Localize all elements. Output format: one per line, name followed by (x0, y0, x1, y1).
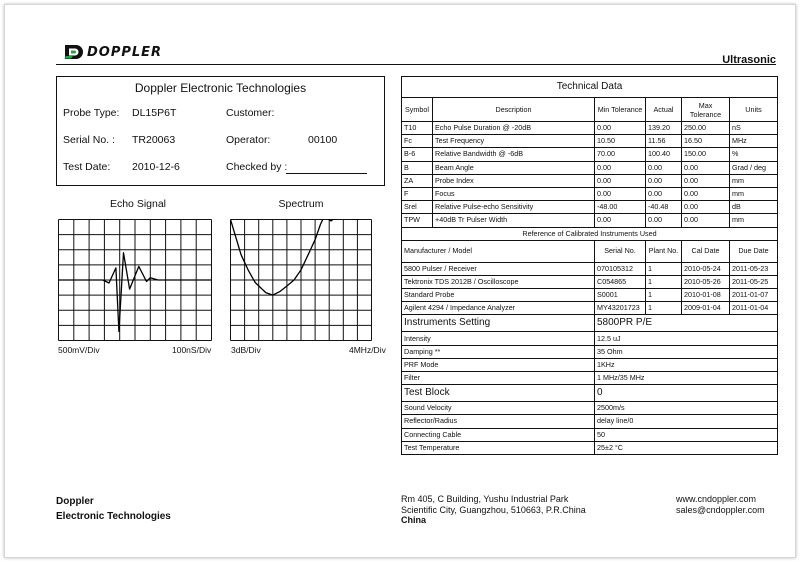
table-cell: 070105312 (595, 262, 646, 275)
block-row (402, 415, 778, 428)
table-cell: 0.00 (682, 174, 730, 187)
table-cell: 2009-01-04 (682, 302, 730, 315)
table-cell: 16.50 (682, 135, 730, 148)
col-header: Plant No. (646, 240, 682, 262)
footer-email-link[interactable]: sales@cndoppler.com (676, 504, 765, 515)
table-cell: 2011-01-07 (730, 289, 778, 302)
table-cell: 1 (646, 275, 682, 288)
table-cell: 12.5 uJ (595, 332, 778, 345)
tech-data-row (402, 187, 778, 200)
settings-row (402, 358, 778, 371)
settings-title-row (402, 315, 778, 332)
table-cell: -40.48 (646, 201, 682, 214)
table-cell: 0.00 (646, 214, 682, 227)
table-cell: Test Frequency (433, 135, 595, 148)
table-cell: 0.00 (682, 187, 730, 200)
table-cell: 139.20 (646, 122, 682, 135)
table-cell: Standard Probe (402, 289, 595, 302)
table-cell: F (402, 187, 433, 200)
footer-company-line2: Electronic Technologies (56, 511, 171, 522)
tech-header-row (402, 98, 778, 122)
probe-info-box (56, 76, 385, 186)
table-cell: 1 (646, 302, 682, 315)
table-cell: % (730, 148, 778, 161)
table-cell: 2010-05-24 (682, 262, 730, 275)
table-cell: 70.00 (595, 148, 646, 161)
tech-data-row (402, 161, 778, 174)
table-cell: 250.00 (682, 122, 730, 135)
table-cell: Probe Index (433, 174, 595, 187)
test-date-label: Test Date: (63, 161, 111, 173)
table-cell: 0.00 (595, 214, 646, 227)
settings-row (402, 345, 778, 358)
tech-data-row (402, 122, 778, 135)
spectrum-chart (230, 219, 372, 341)
table-cell: 50 (595, 428, 778, 441)
col-header: Min Tolerance (595, 98, 646, 122)
table-cell: 150.00 (682, 148, 730, 161)
block-title-row (402, 385, 778, 402)
settings-title: Instruments Setting (402, 315, 595, 332)
operator-value: 00100 (308, 134, 338, 146)
customer-label: Customer: (226, 107, 275, 119)
table-cell: PRF Mode (402, 358, 595, 371)
reference-title: Reference of Calibrated Instruments Used (402, 227, 778, 240)
col-header: Manufacturer / Model (402, 240, 595, 262)
company-name: Doppler Electronic Technologies (134, 81, 307, 95)
test-date-value: 2010-12-6 (132, 161, 180, 173)
block-row (402, 441, 778, 454)
table-cell: Tektronix TDS 2012B / Oscilloscope (402, 275, 595, 288)
table-cell: B-6 (402, 148, 433, 161)
table-cell: 0.00 (682, 201, 730, 214)
table-cell: T10 (402, 122, 433, 135)
spectrum-y-scale: 3dB/Div (231, 345, 261, 355)
tech-data-row (402, 174, 778, 187)
table-cell: 2500m/s (595, 402, 778, 415)
spectrum-chart-title: Spectrum (278, 198, 324, 210)
table-cell: ZA (402, 174, 433, 187)
product-category: Ultrasonic (722, 54, 776, 66)
table-cell: 0.00 (646, 174, 682, 187)
table-cell: dB (730, 201, 778, 214)
table-cell: 0.00 (646, 187, 682, 200)
table-cell: 0.00 (595, 161, 646, 174)
table-cell: 1 MHz/35 MHz (595, 372, 778, 385)
table-cell: 1KHz (595, 358, 778, 371)
table-cell: MY43201723 (595, 302, 646, 315)
table-cell: Filter (402, 372, 595, 385)
table-cell: mm (730, 174, 778, 187)
table-cell: Srel (402, 201, 433, 214)
table-cell: 1 (646, 262, 682, 275)
instrument-row (402, 262, 778, 275)
table-cell: 10.50 (595, 135, 646, 148)
table-cell: 25±2 °C (595, 441, 778, 454)
table-cell: 2011-05-25 (730, 275, 778, 288)
tech-title-row (402, 77, 778, 98)
table-cell: Agilent 4294 / Impedance Analyzer (402, 302, 595, 315)
table-cell: 2010-05-26 (682, 275, 730, 288)
table-cell: 11.56 (646, 135, 682, 148)
table-cell: C054865 (595, 275, 646, 288)
instrument-header-row (402, 240, 778, 262)
col-header: Max Tolerance (682, 98, 730, 122)
block-value: 0 (595, 385, 778, 402)
table-cell: delay line/0 (595, 415, 778, 428)
col-header: Description (433, 98, 595, 122)
operator-label: Operator: (226, 134, 271, 146)
echo-chart-title: Echo Signal (109, 198, 167, 210)
col-header: Actual (646, 98, 682, 122)
doppler-logo (64, 44, 162, 60)
table-cell: 5800 Pulser / Receiver (402, 262, 595, 275)
table-cell: Beam Angle (433, 161, 595, 174)
tech-data-row (402, 214, 778, 227)
table-cell: Reflector/Radius (402, 415, 595, 428)
table-cell: 35 Ohm (595, 345, 778, 358)
col-header: Cal Date (682, 240, 730, 262)
table-cell: 0.00 (595, 174, 646, 187)
table-cell: MHz (730, 135, 778, 148)
table-cell: Relative Bandwidth @ -6dB (433, 148, 595, 161)
header-rule (56, 64, 776, 65)
table-cell: Test Temperature (402, 441, 595, 454)
footer-address-line3: China (401, 515, 427, 525)
table-cell: 2011-01-04 (730, 302, 778, 315)
footer-company (56, 494, 171, 524)
table-cell: 0.00 (682, 214, 730, 227)
settings-row (402, 372, 778, 385)
footer-contact (676, 494, 765, 515)
table-cell: Connecting Cable (402, 428, 595, 441)
table-cell: -48.00 (595, 201, 646, 214)
col-header: Symbol (402, 98, 433, 122)
echo-y-scale: 500mV/Div (58, 345, 100, 355)
table-cell: mm (730, 187, 778, 200)
col-header: Serial No. (595, 240, 646, 262)
technical-data-table (401, 76, 778, 455)
table-cell: Relative Pulse-echo Sensitivity (433, 201, 595, 214)
checked-by-label: Checked by : (226, 161, 288, 173)
tech-title: Technical Data (402, 77, 778, 98)
spectrum-series-line (231, 219, 361, 295)
table-cell: 0.00 (595, 187, 646, 200)
table-cell: Focus (433, 187, 595, 200)
footer-website-link[interactable]: www.cndoppler.com (676, 494, 757, 504)
table-cell: 0.00 (595, 122, 646, 135)
echo-x-scale: 100nS/Div (172, 345, 212, 355)
footer-address-line1: Rm 405, C Building, Yushu Industrial Park (401, 494, 569, 504)
checked-by-signature-line (286, 173, 367, 174)
serial-value: TR20063 (132, 134, 176, 146)
logo-mark-icon (64, 44, 86, 60)
table-cell: Echo Pulse Duration @ -20dB (433, 122, 595, 135)
footer-company-line1: Doppler (56, 496, 94, 507)
instrument-row (402, 302, 778, 315)
table-cell: B (402, 161, 433, 174)
block-title: Test Block (402, 385, 595, 402)
table-cell: 1 (646, 289, 682, 302)
table-cell: S0001 (595, 289, 646, 302)
footer-address (401, 494, 586, 526)
table-cell: +40dB Tr Pulser Width (433, 214, 595, 227)
table-cell: nS (730, 122, 778, 135)
table-cell: Damping ** (402, 345, 595, 358)
echo-signal-chart (58, 219, 212, 341)
settings-value: 5800PR P/E (595, 315, 778, 332)
table-cell: TPW (402, 214, 433, 227)
col-header: Units (730, 98, 778, 122)
instrument-row (402, 289, 778, 302)
table-cell: 0.00 (682, 161, 730, 174)
col-header: Due Date (730, 240, 778, 262)
tech-data-row (402, 135, 778, 148)
table-cell: 2010-01-08 (682, 289, 730, 302)
logo-text: DOPPLER (87, 44, 163, 60)
table-cell: 2011-05-23 (730, 262, 778, 275)
table-cell: Grad / deg (730, 161, 778, 174)
spectrum-x-scale: 4MHz/Div (349, 345, 386, 355)
block-row (402, 428, 778, 441)
block-row (402, 402, 778, 415)
tech-data-row (402, 148, 778, 161)
serial-label: Serial No. : (63, 134, 115, 146)
probe-type-value: DL15P6T (132, 107, 177, 119)
instrument-row (402, 275, 778, 288)
table-cell: 0.00 (646, 161, 682, 174)
footer-address-line2: Scientific City, Guangzhou, 510663, P.R.China (401, 504, 586, 515)
table-cell: mm (730, 214, 778, 227)
table-cell: Fc (402, 135, 433, 148)
table-cell: Intensity (402, 332, 595, 345)
tech-data-row (402, 201, 778, 214)
settings-row (402, 332, 778, 345)
table-cell: Sound Velocity (402, 402, 595, 415)
reference-title-row (402, 227, 778, 240)
table-cell: 100.40 (646, 148, 682, 161)
probe-type-label: Probe Type: (63, 107, 120, 119)
